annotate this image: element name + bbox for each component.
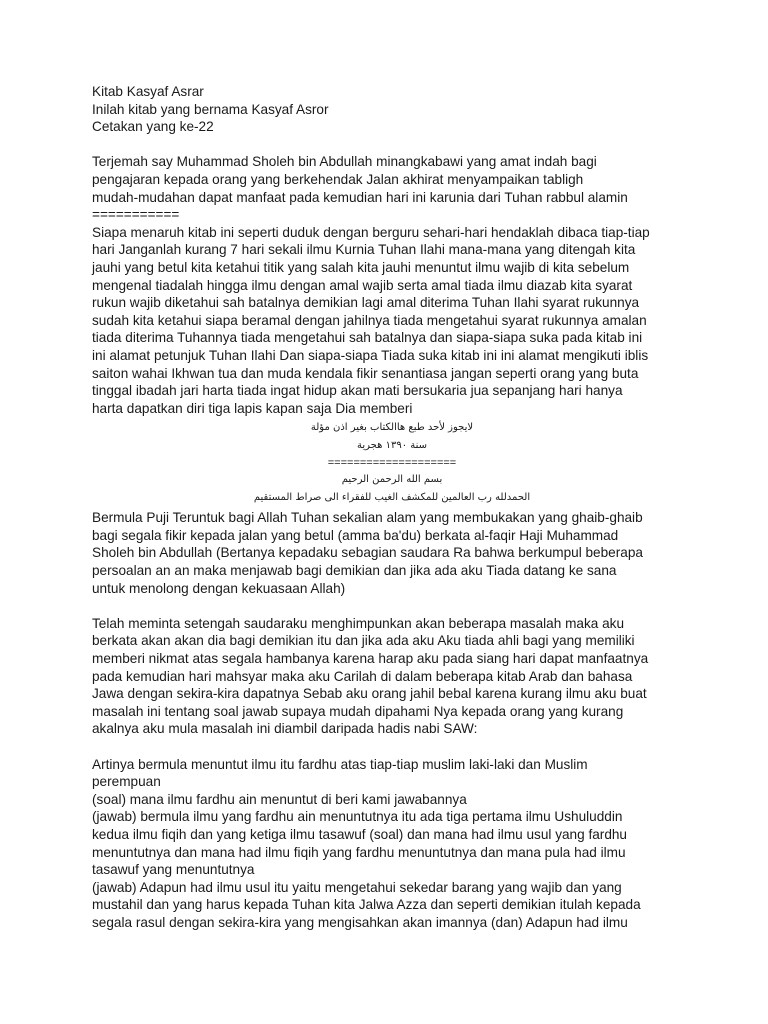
text-line: bagi segala fikir kepada jalan yang betul (amma ba'du) berkata al-faqir Haji Muhammad	[92, 527, 619, 543]
text-line: Sholeh bin Abdullah (Bertanya kepadaku sebagian saudara Ra bahwa berkumpul beberapa	[92, 545, 643, 561]
book-title: Kitab Kasyaf Asrar	[92, 84, 204, 99]
text-line: hari Janganlah kurang 7 hari sekali ilmu Kurnia Tuhan Ilahi mana-mana yang ditengah kita	[92, 242, 636, 258]
text-line: (jawab) bermula ilmu yang fardhu ain menuntutnya itu ada tiga pertama ilmu Ushuluddin	[92, 809, 623, 825]
separator-line: ===========	[92, 207, 180, 223]
paragraph-4	[92, 756, 692, 932]
text-line: harta dapatkan diri tiga lapis kapan saja Dia memberi	[92, 400, 413, 416]
arabic-block	[92, 419, 692, 507]
text-line: masalah ini tentang soal jawab supaya mudah dipahami Nya kepada orang yang kurang	[92, 703, 624, 719]
intro-paragraph	[92, 153, 692, 223]
text-line: (jawab) Adapun had ilmu usul itu yaitu mengetahui sekedar barang yang wajib dan yang	[92, 879, 622, 895]
text-line: tinggal ibadah jari harta tiada ingat hidup akan mati bersukaria jua sepanjang hari hanya	[92, 383, 623, 399]
text-line: Bermula Puji Teruntuk bagi Allah Tuhan sekalian alam yang membukakan yang ghaib-ghaib	[92, 510, 643, 526]
text-line: Terjemah say Muhammad Sholeh bin Abdullah minangkabawi yang amat indah bagi	[92, 154, 597, 170]
text-line: mustahil dan yang harus kepada Tuhan kita Jalwa Azza dan seperti demikian itulah kepada	[92, 897, 641, 913]
text-line: persoalan an an maka menjawab bagi demikian dan jika ada aku Tiada datang ke sana	[92, 563, 617, 579]
text-line: mudah-mudahan dapat manfaat pada kemudian hari ini karunia dari Tuhan rabbul alamin	[92, 189, 628, 205]
text-line: (soal) mana ilmu fardhu ain menuntut di beri kami jawabannya	[92, 791, 467, 807]
text-line: ini alamat petunjuk Tuhan Ilahi Dan siapa-siapa Tiada suka kitab ini ini alamat mengikuti iblis	[92, 347, 649, 363]
text-line: saiton wahai Ikhwan tua dan muda kendala fikir senantiasa jangan seperti orang yang buta	[92, 365, 639, 381]
paragraph-1	[92, 224, 692, 418]
text-line: jauhi yang betul kita ketahui titik yang salah kita jauhi menuntut ilmu wajib di kita sebelum	[92, 259, 630, 275]
arabic-separator: ====================	[327, 457, 457, 470]
text-line: menuntutnya dan mana had ilmu fiqih yang fardhu menuntutnya dan mana pula had ilmu	[92, 844, 626, 860]
text-line: Artinya bermula menuntut ilmu itu fardhu atas tiap-tiap muslim laki-laki dan Muslim	[92, 756, 588, 772]
paragraph-3	[92, 615, 692, 738]
header-block	[92, 83, 692, 136]
text-line: mengenal tiadalah hingga ilmu dengan amal wajib serta amal tiada ilmu diazab kita syarat	[92, 277, 633, 293]
text-line: memberi nikmat atas segala hambanya karena harap aku pada siang hari dapat manfaatnya	[92, 651, 649, 667]
arabic-basmala: بسم الله الرحمن الرحيم	[341, 474, 443, 486]
text-line: berkata akan akan dia bagi demikian itu dan jika ada aku Aku tiada ahli bagi yang memiliki	[92, 633, 635, 649]
text-line: Telah meminta setengah saudaraku menghimpunkan akan beberapa masalah maka aku	[92, 615, 625, 631]
text-line: rukun wajib diketahui sah batalnya demikian lagi amal diterima Tuhan Ilahi syarat rukunnya	[92, 295, 640, 311]
text-line: tiada diterima Tuhannya tiada mengetahui sah batalnya dan siapa-siapa suka pada kitab ini	[92, 330, 643, 346]
text-line: Siapa menaruh kitab ini seperti duduk dengan berguru sehari-hari hendaklah dibaca tiap-tiap	[92, 224, 650, 240]
text-line: sudah kita ketahui siapa beramal dengan jahilnya tiada mengetahui syarat rukunnya amalan	[92, 312, 647, 328]
text-line: kedua ilmu fiqih dan yang ketiga ilmu tasawuf (soal) dan mana had ilmu usul yang fardhu	[92, 826, 627, 842]
text-line: pada kemudian hari mahsyar maka aku Carilah di dalam beberapa kitab Arab dan bahasa	[92, 668, 633, 684]
arabic-year-line: سنة ١٣٩٠ هجرية	[357, 440, 427, 452]
arabic-hamdalah: الحمدلله رب العالمين للمكشف الغيب للفقراء الى صراط المستقيم	[253, 492, 531, 504]
text-line: untuk menolong dengan kekuasaan Allah)	[92, 580, 346, 596]
text-line: tasawuf yang menuntutnya	[92, 862, 255, 878]
text-line: akalnya aku mula masalah ini diambil daripada hadis nabi SAW:	[92, 721, 478, 737]
paragraph-2	[92, 509, 692, 597]
text-line: pengajaran kepada orang yang berkehendak Jalan akhirat menyampaikan tabligh	[92, 171, 584, 187]
text-line: perempuan	[92, 774, 161, 790]
text-line: Jawa dengan sekira-kira dapatnya Sebab aku orang jahil bebal karena kurang ilmu aku buat	[92, 686, 647, 702]
text-line: segala rasul dengan sekira-kira yang mengisahkan akan imannya (dan) Adapun had ilmu	[92, 914, 628, 930]
edition-line: Cetakan yang ke-22	[92, 119, 214, 135]
book-subtitle: Inilah kitab yang bernama Kasyaf Asror	[92, 101, 329, 117]
document-page	[92, 83, 692, 932]
arabic-copyright-line: لايجوز لأحد طبع هاالكتاب بغير اذن مؤلة	[310, 422, 474, 434]
